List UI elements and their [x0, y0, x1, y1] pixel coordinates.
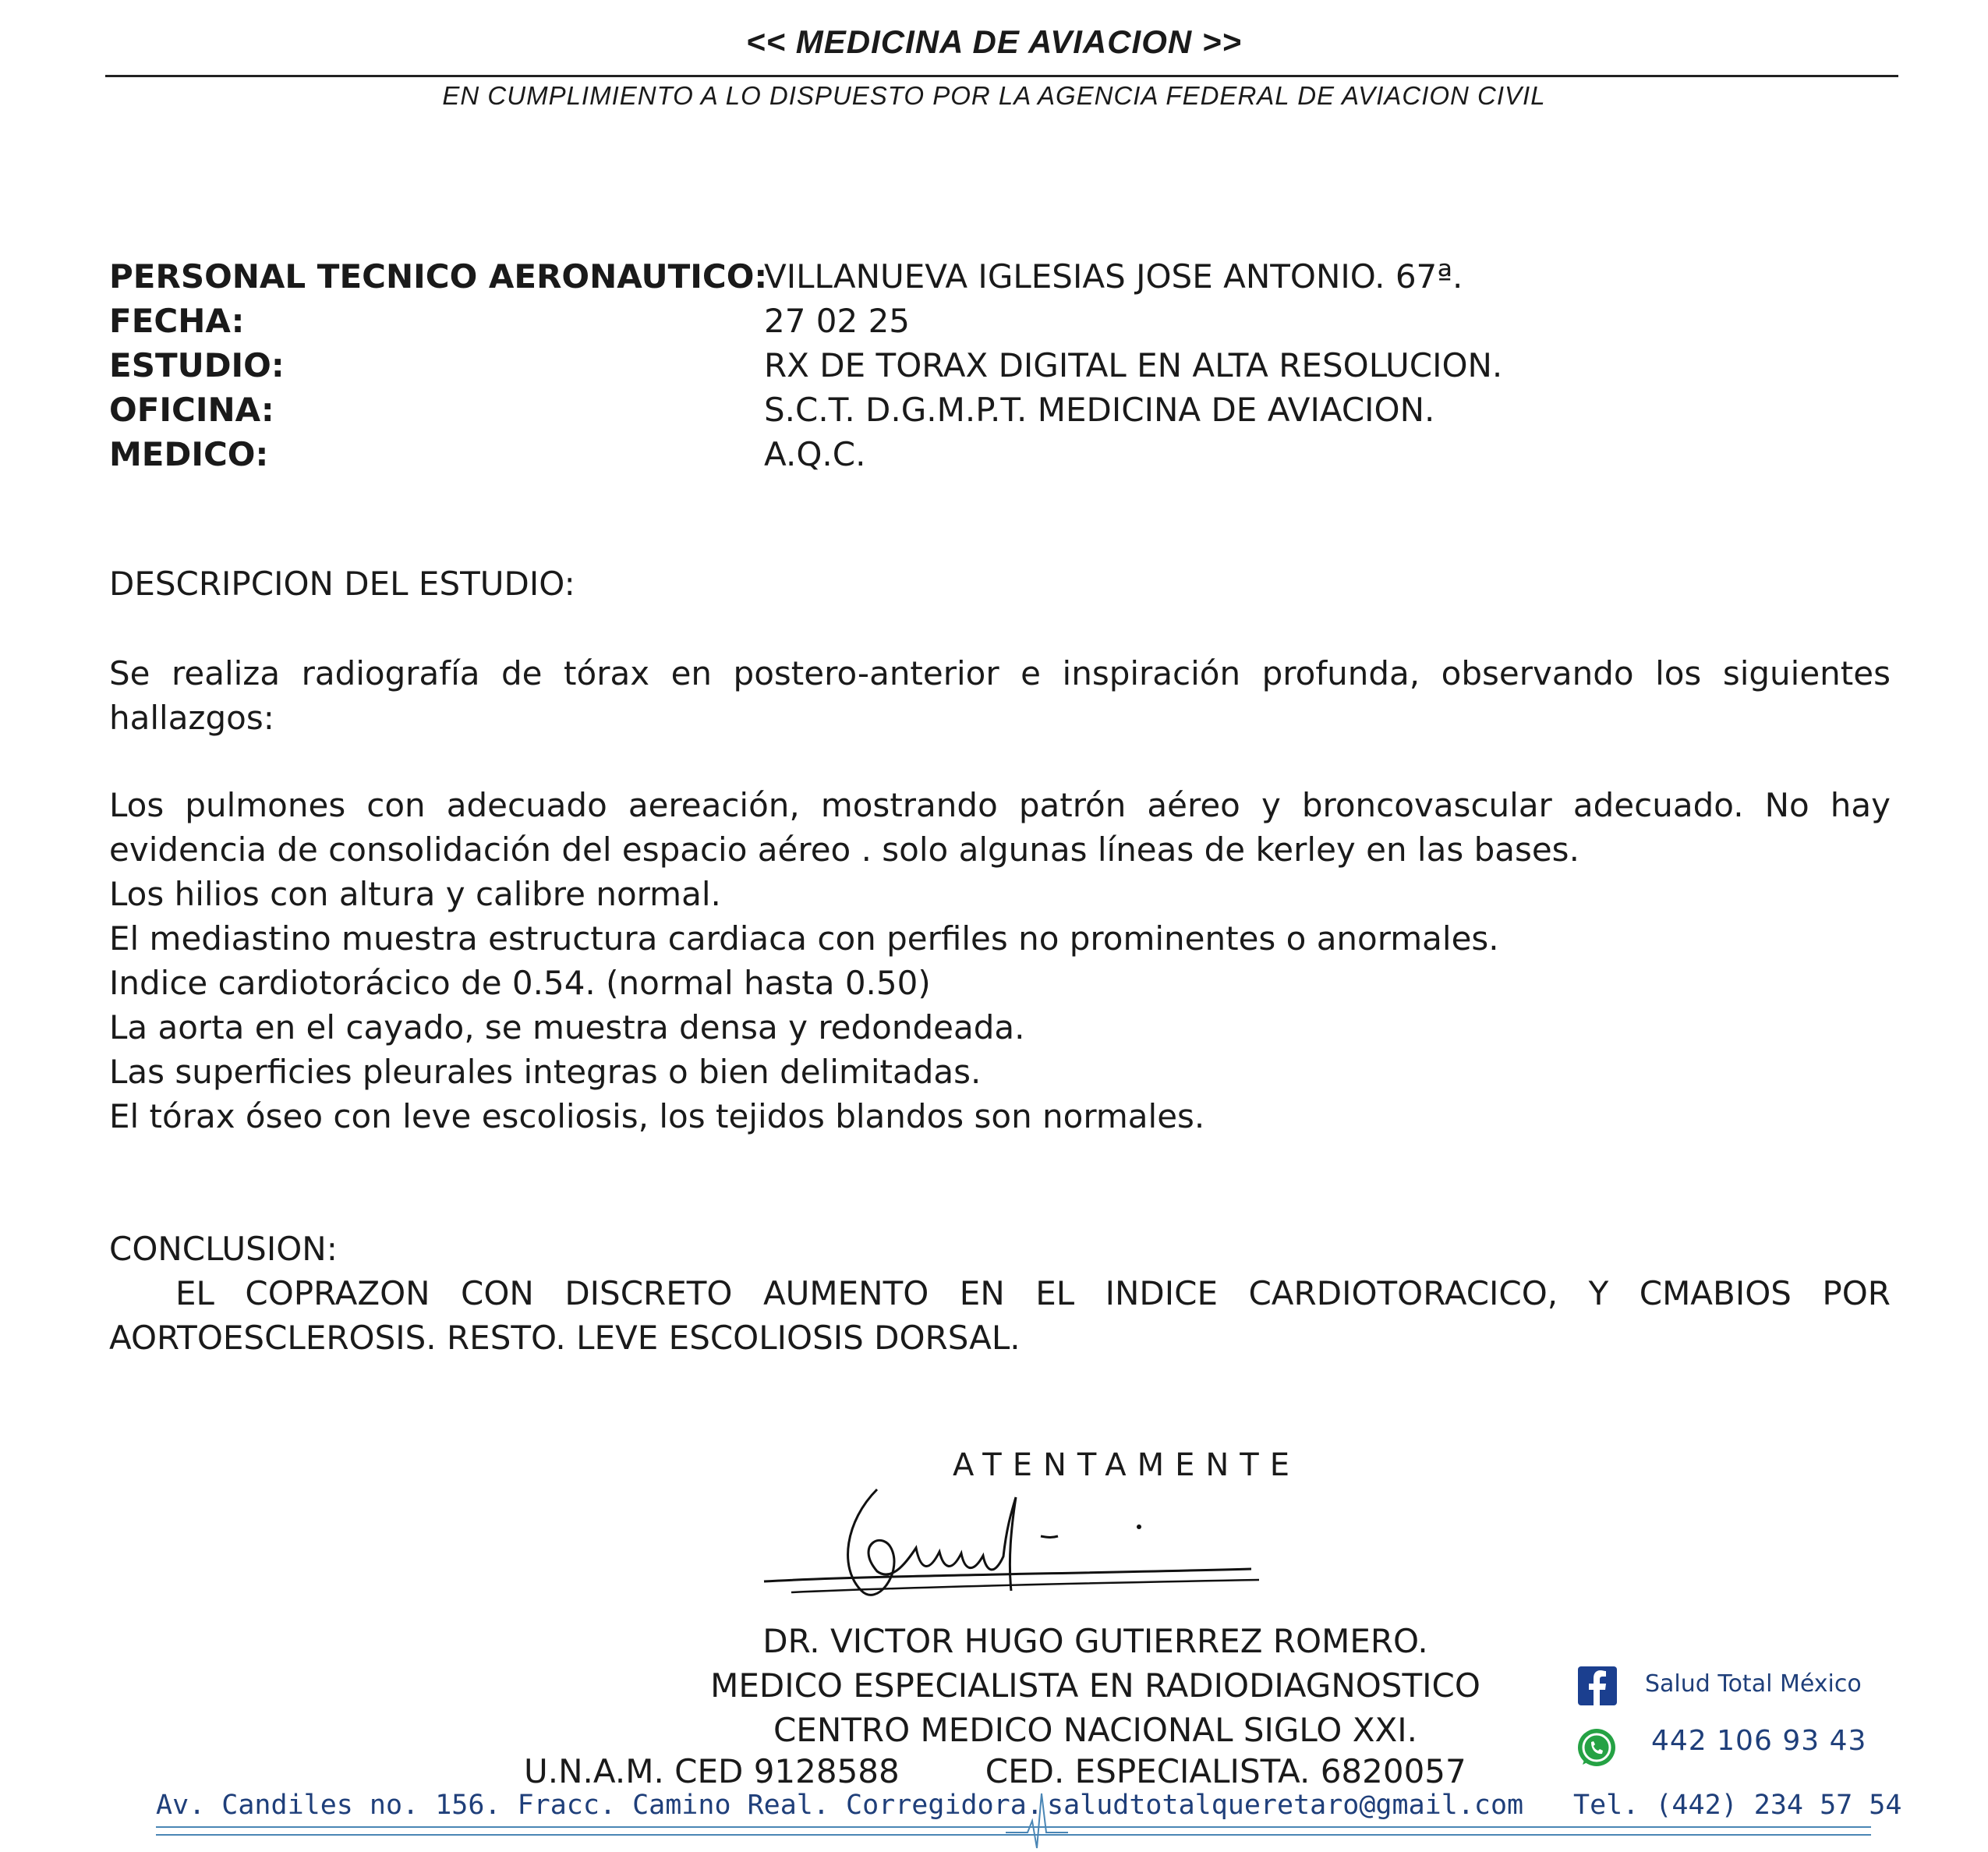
- field-value: S.C.T. D.G.M.P.T. MEDICINA DE AVIACION.: [764, 391, 1435, 429]
- field-label: ESTUDIO:: [109, 346, 285, 384]
- facebook-name: Salud Total México: [1645, 1670, 1862, 1698]
- findings-list: [109, 872, 1891, 1138]
- finding-line: Indice cardiotorácico de 0.54. (normal hasta 0.50): [109, 964, 931, 1002]
- document-title: << MEDICINA DE AVIACION >>: [746, 23, 1242, 60]
- doctor-name: DR. VICTOR HUGO GUTIERREZ ROMERO.: [762, 1622, 1428, 1660]
- whatsapp-number: 442 106 93 43: [1651, 1725, 1867, 1757]
- finding-line: Las superficies pleurales integras o bien delimitadas.: [109, 1053, 982, 1091]
- footer-address: Av. Candiles no. 156. Fracc. Camino Real. Corregidora.: [156, 1790, 1043, 1821]
- field-label: MEDICO:: [109, 435, 269, 473]
- field-row-estudio: [109, 343, 1502, 388]
- finding-line: El tórax óseo con leve escoliosis, los tejidos blandos son normales.: [109, 1097, 1205, 1135]
- field-value: RX DE TORAX DIGITAL EN ALTA RESOLUCION.: [764, 346, 1503, 384]
- closing-salutation: ATENTAMENTE: [953, 1447, 1300, 1483]
- conclusion-text: EL COPRAZON CON DISCRETO AUMENTO EN EL INDICE CARDIOTORACICO, Y CMABIOS POR AORTOESCLEROSIS. RESTO. LEVE ESCOLIOSIS DORSAL.: [109, 1274, 1891, 1357]
- facebook-icon: [1578, 1666, 1617, 1705]
- heartbeat-line: [1006, 1786, 1068, 1852]
- signature-mark: [760, 1482, 1275, 1606]
- field-label: FECHA:: [109, 302, 245, 340]
- doctor-institution: CENTRO MEDICO NACIONAL SIGLO XXI.: [773, 1711, 1418, 1749]
- footer-phone: Tel. (442) 234 57 54: [1573, 1790, 1902, 1821]
- finding-line: La aorta en el cayado, se muestra densa y redondeada.: [109, 1008, 1025, 1046]
- field-value: VILLANUEVA IGLESIAS JOSE ANTONIO. 67ª.: [764, 257, 1463, 296]
- field-value: A.Q.C.: [764, 435, 866, 473]
- field-row-fecha: [109, 299, 1502, 343]
- finding-line: Los hilios con altura y calibre normal.: [109, 875, 721, 913]
- conclusion-heading: CONCLUSION:: [109, 1230, 338, 1268]
- description-heading: DESCRIPCION DEL ESTUDIO:: [109, 565, 575, 603]
- doctor-specialty: MEDICO ESPECIALISTA EN RADIODIAGNOSTICO: [710, 1666, 1480, 1705]
- document-subtitle: EN CUMPLIMIENTO A LO DISPUESTO POR LA AGENCIA FEDERAL DE AVIACION CIVIL: [442, 81, 1546, 110]
- patient-fields: [109, 254, 1502, 476]
- field-label: OFICINA:: [109, 391, 274, 429]
- findings-paragraph: Los pulmones con adecuado aereación, mostrando patrón aéreo y broncovascular adecuado. No hay evidencia de consolidación del espacio aéreo . solo algunas líneas de kerley en las bases.: [109, 786, 1891, 869]
- field-row-personal: [109, 254, 1502, 299]
- description-intro: Se realiza radiografía de tórax en postero-anterior e inspiración profunda, observando los siguientes hallazgos:: [109, 654, 1891, 737]
- field-label: PERSONAL TECNICO AERONAUTICO:: [109, 257, 768, 296]
- whatsapp-icon: [1575, 1726, 1618, 1769]
- ced-unam: U.N.A.M. CED 9128588: [524, 1752, 900, 1790]
- field-row-oficina: [109, 388, 1502, 432]
- field-row-medico: [109, 432, 1502, 476]
- footer-email: saludtotalqueretaro@gmail.com: [1047, 1790, 1524, 1821]
- license-numbers: [524, 1752, 1466, 1790]
- finding-line: El mediastino muestra estructura cardiaca con perfiles no prominentes o anormales.: [109, 919, 1499, 958]
- field-value: 27 02 25: [764, 302, 911, 340]
- ced-especialista: CED. ESPECIALISTA. 6820057: [985, 1752, 1466, 1790]
- header-divider: [105, 75, 1898, 77]
